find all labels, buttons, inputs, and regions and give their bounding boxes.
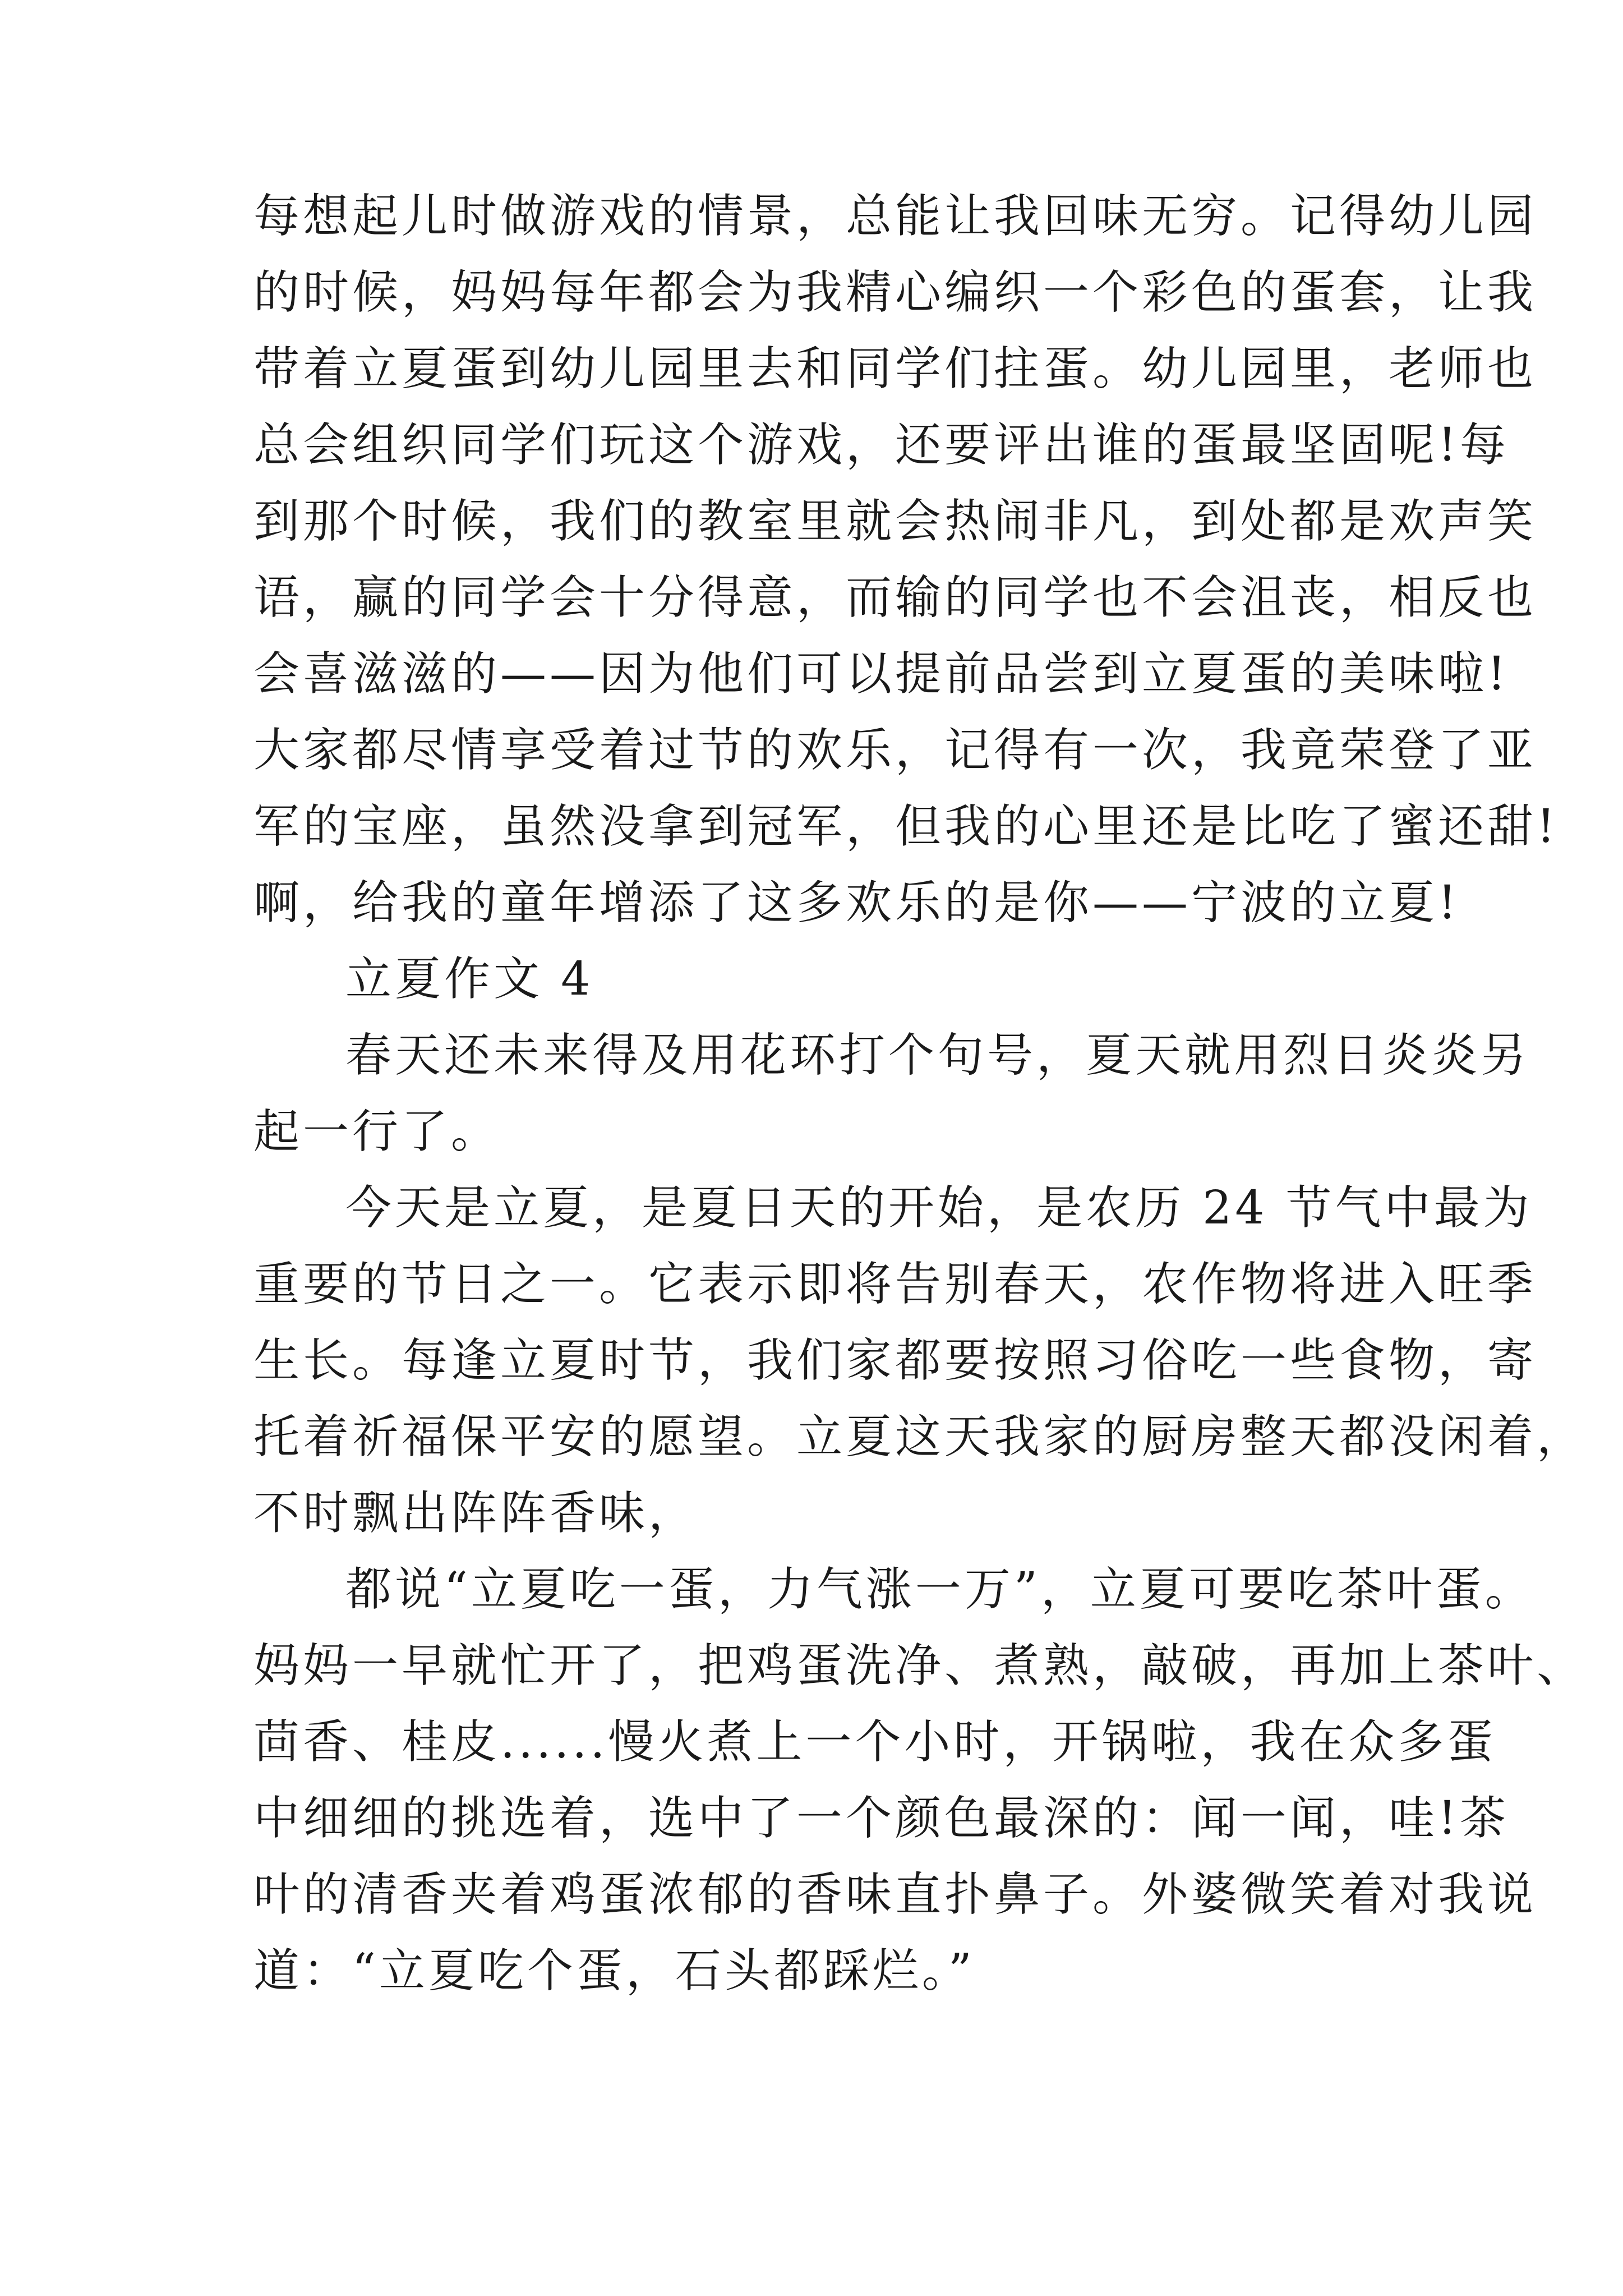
text-line: 大家都尽情享受着过节的欢乐，记得有一次，我竟荣登了亚 <box>253 724 1537 777</box>
text-line: 重要的节日之一。它表示即将告别春天，农作物将进入旺季 <box>253 1258 1537 1311</box>
text-line: 春天还未来得及用花环打个句号，夏天就用烈日炎炎另 <box>345 1029 1530 1082</box>
text-line: 茴香、桂皮......慢火煮上一个小时，开锅啦，我在众多蛋 <box>253 1715 1497 1769</box>
text-line: 起一行了。 <box>253 1105 501 1158</box>
text-line: 托着祈福保平安的愿望。立夏这天我家的厨房整天都没闲着， <box>253 1410 1587 1464</box>
text-line: 不时飘出阵阵香味， <box>253 1487 698 1540</box>
essay-text <box>253 178 1587 2009</box>
text-line: 都说“立夏吃一蛋，力气涨一万”，立夏可要吃茶叶蛋。 <box>345 1563 1534 1616</box>
text-line: 到那个时候，我们的教室里就会热闹非凡，到处都是欢声笑 <box>253 495 1537 548</box>
text-line: 啊，给我的童年增添了这多欢乐的是你——宁波的立夏! <box>253 876 1460 930</box>
text-line: 会喜滋滋的——因为他们可以提前品尝到立夏蛋的美味啦! <box>253 647 1509 701</box>
text-line: 叶的清香夹着鸡蛋浓郁的香味直扑鼻子。外婆微笑着对我说 <box>253 1868 1537 1921</box>
text-line: 每想起儿时做游戏的情景，总能让我回味无穷。记得幼儿园 <box>253 190 1537 243</box>
text-line: 带着立夏蛋到幼儿园里去和同学们拄蛋。幼儿园里，老师也 <box>253 342 1537 395</box>
text-line: 军的宝座，虽然没拿到冠军，但我的心里还是比吃了蜜还甜! <box>253 800 1559 853</box>
text-line: 妈妈一早就忙开了，把鸡蛋洗净、煮熟，敲破，再加上茶叶、 <box>253 1639 1587 1692</box>
text-line: 的时候，妈妈每年都会为我精心编织一个彩色的蛋套，让我 <box>253 266 1537 319</box>
text-line: 语，赢的同学会十分得意，而输的同学也不会沮丧，相反也 <box>253 571 1537 624</box>
text-line: 道：“立夏吃个蛋，石头都踩烂。” <box>253 1944 975 1998</box>
text-line: 生长。每逢立夏时节，我们家都要按照习俗吃一些食物，寄 <box>253 1334 1537 1387</box>
section-heading: 立夏作文 4 <box>345 953 594 1006</box>
text-line: 总会组织同学们玩这个游戏，还要评出谁的蛋最坚固呢!每 <box>253 418 1509 472</box>
text-line: 今天是立夏，是夏日天的开始，是农历 24 节气中最为 <box>345 1181 1533 1235</box>
text-line: 中细细的挑选着，选中了一个颜色最深的：闻一闻，哇!茶 <box>253 1792 1509 1845</box>
